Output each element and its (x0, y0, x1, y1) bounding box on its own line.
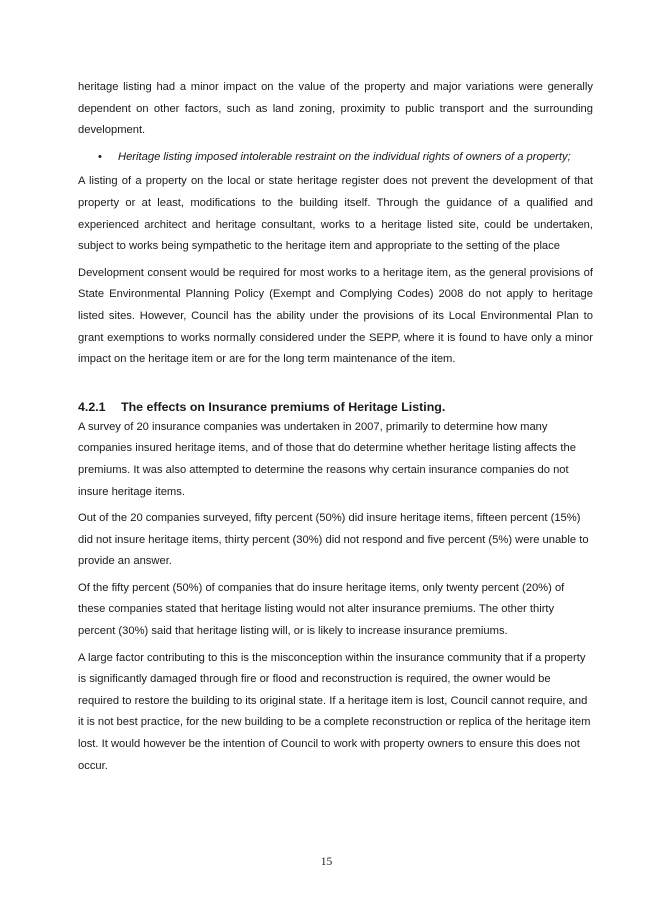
bullet-dot-icon: • (98, 150, 102, 163)
bullet-text: Heritage listing imposed intolerable restraint on the individual rights of owners of a property; (118, 150, 571, 163)
paragraph: A listing of a property on the local or state heritage register does not prevent the development of that property or at least, modifications to the building itself. Through the guidance of a qualified and experienced architect and heritage consultant, works to a heritage listed site, could be undertaken, subject to works being sympathetic to the heritage item and appropriate to the setting of the place (78, 175, 593, 253)
section-heading (78, 397, 593, 417)
intro-paragraph: heritage listing had a minor impact on the value of the property and major variations were generally dependent on other factors, such as land zoning, proximity to public transport and the surrounding development. (78, 81, 593, 137)
section-paragraph: Out of the 20 companies surveyed, fifty percent (50%) did insure heritage items, fifteen percent (15%) did not insure heritage items, thirty percent (30%) did not respond and five percent (5%) were unable to provide an answer. (78, 512, 589, 568)
section-paragraph: A large factor contributing to this is the misconception within the insurance community that if a property is significantly damaged through fire or flood and reconstruction is required, the owner would be required to restore the building to its original state. If a heritage item is lost, Council cannot require, and it is not best practice, for the new building to be a complete reconstruction or replica of the heritage item lost. It would however be the intention of Council to work with property owners to ensure this does not occur. (78, 651, 591, 772)
page-content (78, 77, 593, 782)
bullet-item (78, 147, 593, 169)
section-title: The effects on Insurance premiums of Heritage Listing. (121, 399, 446, 414)
section-paragraph: Of the fifty percent (50%) of companies that do insure heritage items, only twenty percent (20%) of these companies stated that heritage listing would not alter insurance premiums. The other thirty percent (30%) said that heritage listing will, or is likely to increase insurance premiums. (78, 581, 565, 638)
section-number: 4.2.1 (78, 399, 106, 414)
page-number: 15 (320, 856, 333, 868)
section-paragraph: A survey of 20 insurance companies was undertaken in 2007, primarily to determine how many companies insured heritage items, and of those that do determine whether heritage listing affects the premiums. It was also attempted to determine the reasons why certain insurance companies do not insure heritage items. (78, 420, 576, 498)
paragraph: Development consent would be required for most works to a heritage item, as the general provisions of State Environmental Planning Policy (Exempt and Complying Codes) 2008 do not apply to heritage listed sites. However, Council has the ability under the provisions of its Local Environmental Plan to grant exemptions to works normally considered under the SEPP, where it is found to have only a minor impact on the heritage item or are for the long term maintenance of the item. (78, 266, 593, 366)
